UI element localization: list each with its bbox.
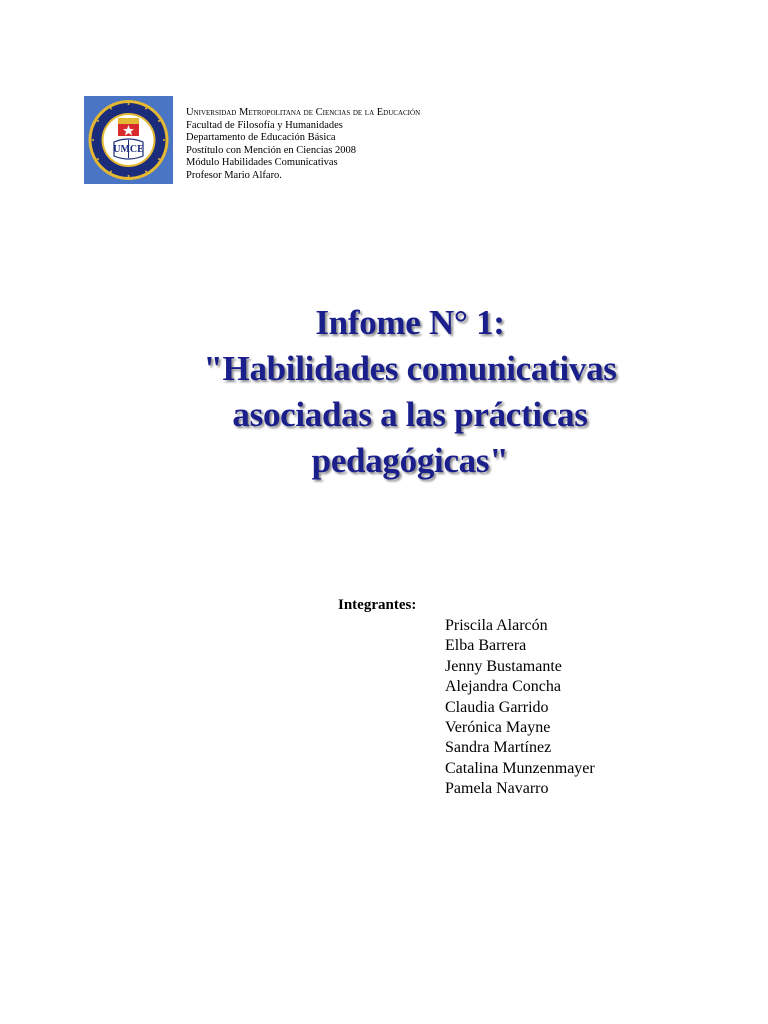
- member-name: Priscila Alarcón: [445, 617, 548, 634]
- faculty-name: Facultad de Filosofía y Humanidades: [186, 119, 343, 131]
- institution-header: [186, 107, 420, 183]
- module-name: Módulo Habilidades Comunicativas: [186, 157, 338, 169]
- department-name: Departamento de Educación Básica: [186, 132, 336, 144]
- member-name: Elba Barrera: [445, 637, 527, 655]
- title-line-2: "Habilidades comunicativas: [203, 349, 617, 388]
- university-logo: [84, 96, 173, 184]
- professor-name: Profesor Mario Alfaro.: [186, 169, 282, 181]
- logo-letters: UMCE: [113, 144, 144, 155]
- member-name: Verónica Mayne: [445, 719, 551, 737]
- report-title: [0, 300, 768, 484]
- member-name: Claudia Garrido: [445, 698, 549, 716]
- members-label: Integrantes:: [338, 597, 417, 613]
- member-name: Alejandra Concha: [445, 678, 561, 696]
- member-name: Catalina Munzenmayer: [445, 759, 595, 777]
- member-name: Pamela Navarro: [445, 780, 549, 798]
- member-name: Sandra Martínez: [445, 739, 552, 757]
- university-seal-icon: [84, 96, 173, 184]
- program-name: Postítulo con Mención en Ciencias 2008: [186, 144, 357, 156]
- title-line-1: Infome N° 1:: [315, 303, 505, 342]
- members-list: [445, 616, 595, 800]
- title-line-4: pedagógicas": [311, 441, 509, 480]
- university-name: Universidad Metropolitana de Ciencias de la Educación: [186, 107, 421, 118]
- member-name: Jenny Bustamante: [445, 657, 562, 675]
- title-line-3: asociadas a las prácticas: [232, 395, 588, 434]
